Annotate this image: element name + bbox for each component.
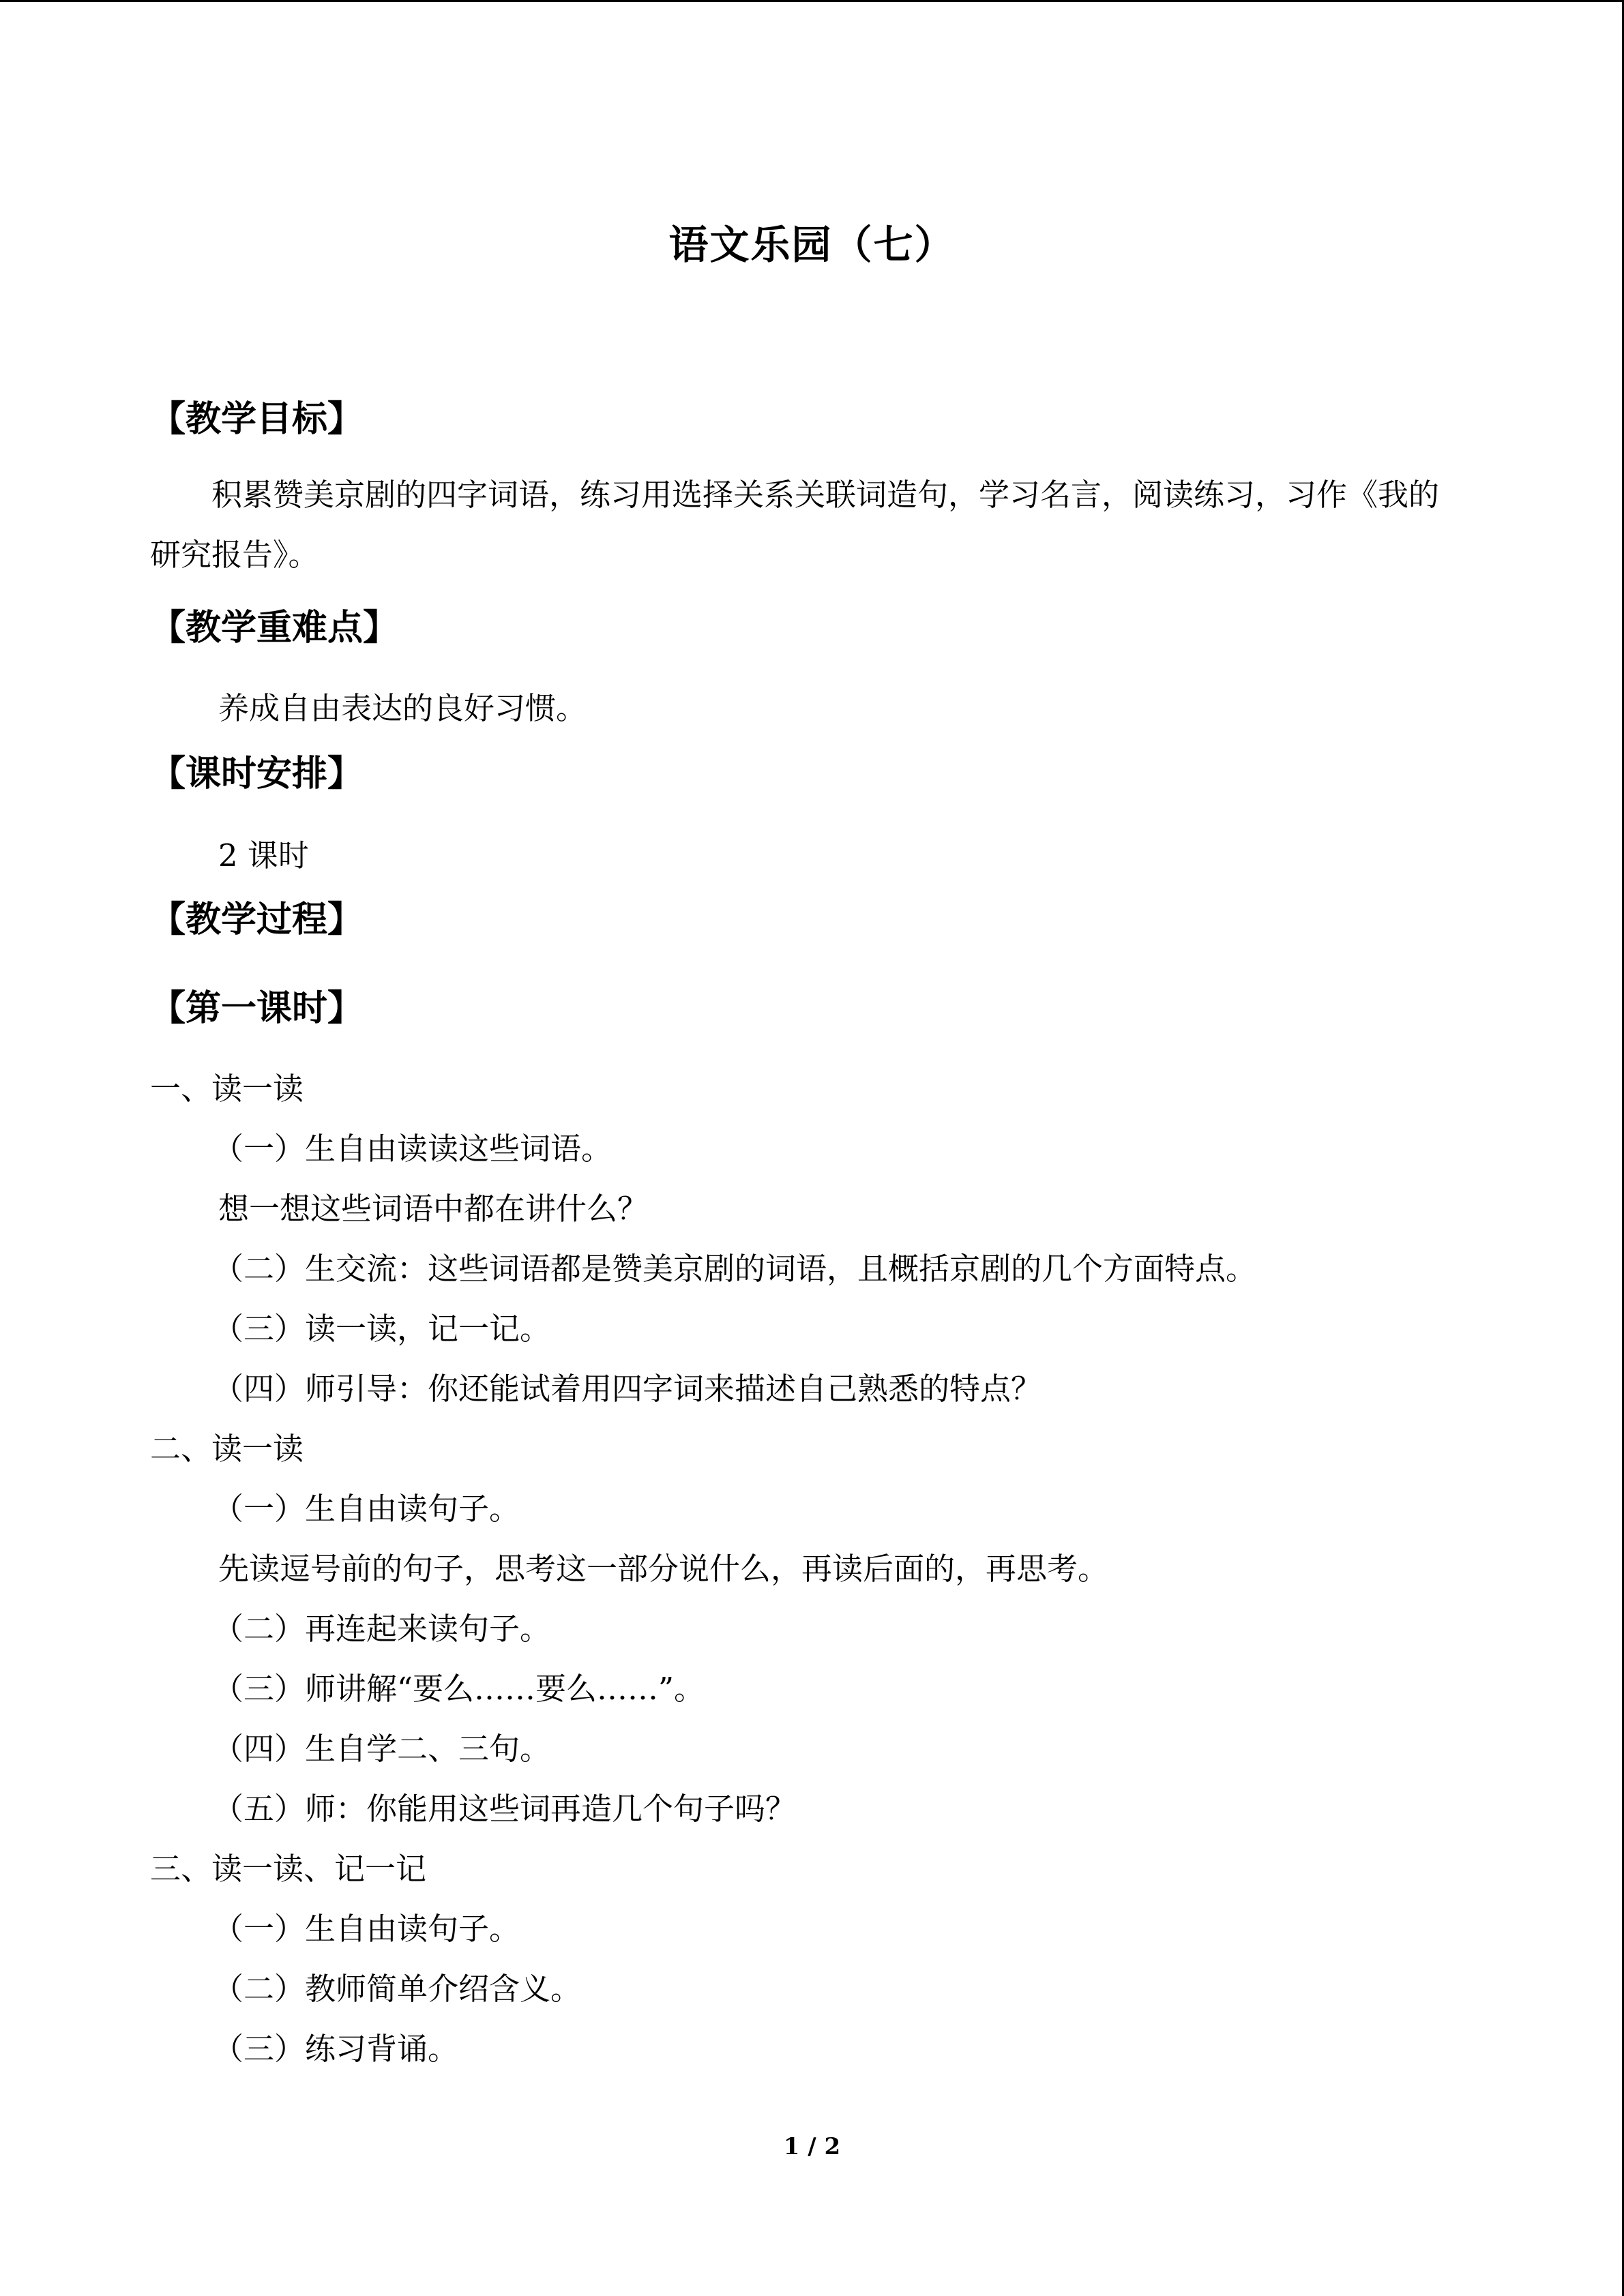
step-3-heading: 三、读一读、记一记	[150, 1851, 427, 1887]
page-top-border	[0, 0, 1624, 2]
step-3-item-3: （三）练习背诵。	[213, 2031, 459, 2067]
heading-schedule: 【课时安排】	[150, 753, 364, 794]
teaching-goals-text: 积累赞美京剧的四字词语，练习用选择关系关联词造句，学习名言，阅读练习，习作《我的研究报告》。	[150, 477, 1440, 573]
page-title: 语文乐园（七）	[668, 222, 956, 268]
step-2-item-3: （三）师讲解“要么……要么……”。	[213, 1671, 705, 1707]
schedule-text: 2 课时	[218, 837, 309, 874]
key-points-text: 养成自由表达的良好习惯。	[218, 690, 587, 726]
step-1-item-2: （二）生交流：这些词语都是赞美京剧的词语，且概括京剧的几个方面特点。	[213, 1251, 1257, 1287]
step-1-note: 想一想这些词语中都在讲什么？	[218, 1191, 649, 1227]
step-1-item-1: （一）生自由读读这些词语。	[213, 1131, 612, 1167]
step-2-item-2: （二）再连起来读句子。	[213, 1611, 551, 1647]
heading-key-points: 【教学重难点】	[150, 607, 399, 648]
step-2-item-1: （一）生自由读句子。	[213, 1491, 520, 1527]
page-number: 1 / 2	[783, 2133, 841, 2160]
heading-lesson-1: 【第一课时】	[150, 987, 364, 1029]
heading-process: 【教学过程】	[150, 899, 364, 940]
step-2-item-4: （四）生自学二、三句。	[213, 1731, 551, 1767]
heading-teaching-goals: 【教学目标】	[150, 398, 364, 440]
step-2-heading: 二、读一读	[150, 1431, 304, 1467]
step-3-item-2: （二）教师简单介绍含义。	[213, 1971, 582, 2007]
step-2-note: 先读逗号前的句子，思考这一部分说什么，再读后面的，再思考。	[218, 1551, 1109, 1587]
step-2-item-5: （五）师：你能用这些词再造几个句子吗？	[213, 1791, 797, 1827]
step-3-item-1: （一）生自由读句子。	[213, 1911, 520, 1947]
step-1-heading: 一、读一读	[150, 1071, 304, 1107]
step-1-item-3: （三）读一读，记一记。	[213, 1311, 551, 1347]
step-1-item-4: （四）师引导：你还能试着用四字词来描述自己熟悉的特点？	[213, 1371, 1042, 1407]
